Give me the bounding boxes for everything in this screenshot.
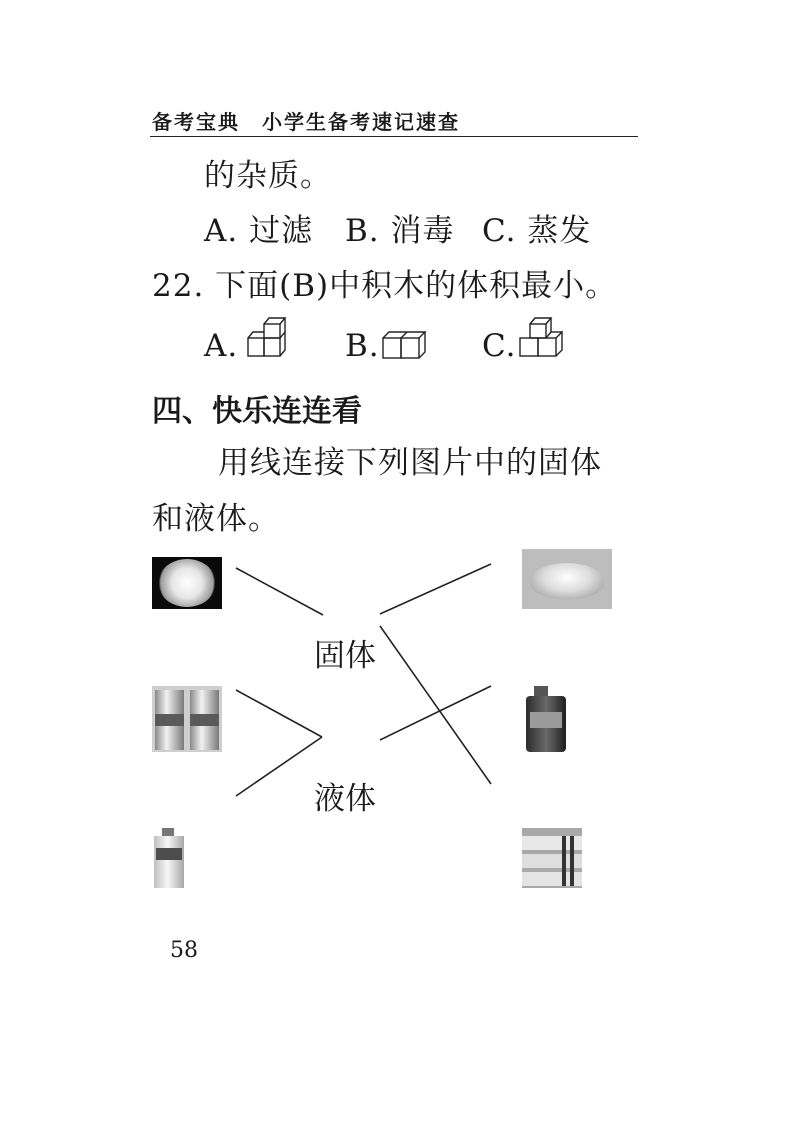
line-salt-to-solid [380, 564, 491, 614]
page-number: 58 [170, 938, 198, 963]
section4-instruction-line2: 和液体。 [152, 501, 280, 537]
q21-option-b: B. 消毒 [345, 213, 455, 249]
line-detergent-to-liquid [380, 686, 491, 740]
q21-option-a: A. 过滤 [204, 213, 314, 249]
label-solid: 固体 [314, 638, 376, 674]
line-cotton-candy-to-solid [236, 568, 323, 615]
section4-title: 四、快乐连连看 [152, 394, 362, 429]
q22-stem: 22. 下面(B)中积木的体积最小。 [152, 268, 618, 304]
section4-instruction-line1: 用线连接下列图片中的固体 [218, 445, 602, 481]
q21-continuation: 的杂质。 [204, 158, 332, 194]
running-header: 备考宝典 小学生备考速记速查 [152, 110, 460, 134]
q22-option-c: C. [482, 328, 517, 364]
line-solid-to-towels [380, 626, 491, 784]
line-bottles-to-liquid [236, 737, 322, 796]
q22-option-b: B. [345, 328, 380, 364]
q22-option-a: A. [204, 328, 239, 364]
label-liquid: 液体 [314, 781, 376, 817]
q21-option-c: C. 蒸发 [482, 213, 592, 249]
line-bottles-to-solid [236, 690, 322, 737]
